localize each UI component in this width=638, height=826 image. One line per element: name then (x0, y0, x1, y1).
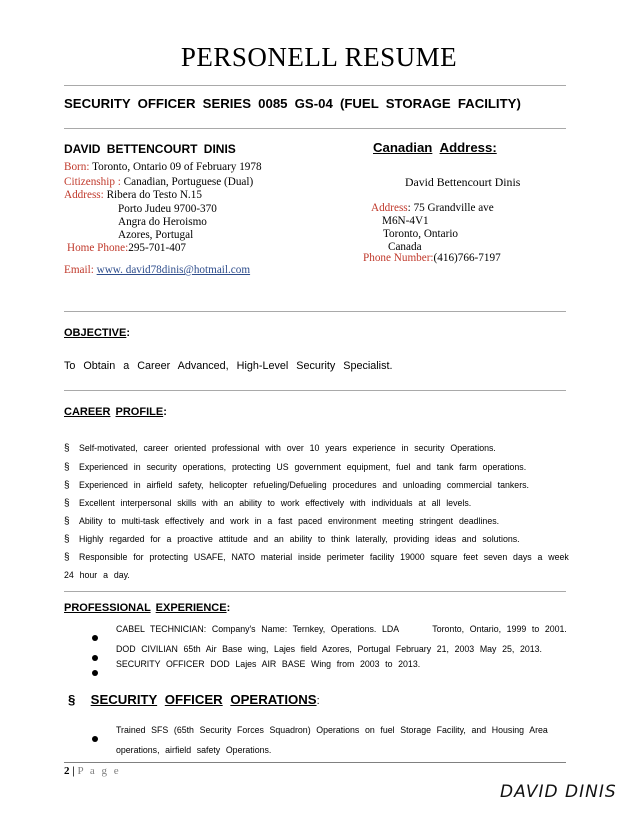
address-line-3: Angra do Heroismo (118, 216, 207, 228)
canadian-address-value: : 75 Grandville ave (407, 202, 494, 214)
email-line (64, 264, 250, 277)
list-item (64, 516, 499, 527)
canadian-country: Canada (388, 241, 422, 253)
divider (64, 85, 566, 86)
bullet-icon: § (64, 498, 70, 509)
list-item-text: Excellent interpersonal skills with an ability to work effectively with individuals at all levels. (79, 498, 472, 508)
address-line (64, 189, 202, 202)
bullet-dot-icon (92, 628, 98, 646)
canadian-phone-value: (416)766-7197 (433, 252, 501, 264)
career-profile-colon: : (163, 406, 167, 418)
bullet-icon: § (64, 516, 70, 527)
canadian-address-line (371, 202, 494, 215)
email-label: Email: (64, 264, 94, 276)
officer-word: OFFICER (164, 692, 223, 707)
address-label: Address: (64, 189, 104, 201)
page-separator: | (72, 765, 75, 777)
page-label: P a g e (77, 765, 121, 777)
list-item-continuation: 24 hour a day. (64, 570, 130, 580)
born-value: Toronto, Ontario 09 of February 1978 (92, 161, 262, 173)
security-word: SECURITY (90, 692, 158, 707)
email-link[interactable]: www. david78dinis@hotmail.com (96, 264, 251, 276)
divider (64, 311, 566, 312)
address-line-4: Azores, Portugal (118, 229, 194, 241)
address-line-2: Porto Judeu 9700-370 (118, 203, 217, 215)
bullet-dot-icon (92, 663, 98, 681)
list-item-text: Experienced in security operations, protecting US government equipment, fuel and tank farm operations. (79, 462, 527, 472)
bullet-icon: § (64, 480, 70, 491)
home-phone-value: 295-701-407 (128, 242, 187, 254)
home-phone-label: Home Phone: (67, 242, 129, 254)
operations-word: OPERATIONS (230, 692, 317, 707)
list-item: DOD CIVILIAN 65th Air Base wing, Lajes field Azores, Portugal February 21, 2003 May 25, 2013. (116, 644, 542, 654)
born-line (64, 161, 262, 174)
footer-divider (64, 762, 566, 763)
list-item-text: Highly regarded for a proactive attitude and an ability to think laterally, providing ideas and solutions. (79, 534, 520, 544)
experience-word: EXPERIENCE (155, 602, 227, 614)
list-item: Trained SFS (65th Security Forces Squadron) Operations on fuel Storage Facility, and Housing Area (116, 725, 548, 735)
list-item-text: Responsible for protecting USAFE, NATO material inside perimeter facility 19000 square feet seven days a week (79, 552, 569, 562)
list-item-text: Ability to multi-task effectively and work in a fast paced environment meeting stringent deadlines. (79, 516, 500, 526)
list-item (64, 462, 526, 473)
list-item: CABEL TECHNICIAN: Company's Name: Ternkey, Operations. LDA Toronto, Ontario, 1999 to 2001. (116, 624, 567, 634)
list-item-text: Experienced in airfield safety, helicopter refueling/Defueling procedures and unloading commercial tankers. (79, 480, 529, 490)
professional-word: PROFESSIONAL (64, 602, 151, 614)
canadian-name: David Bettencourt Dinis (405, 175, 521, 189)
page-number: 2 (64, 765, 70, 777)
divider (64, 128, 566, 129)
security-ops-colon: : (316, 695, 320, 707)
page-title: PERSONELL RESUME (180, 42, 458, 72)
citizenship-label: Citizenship : (64, 176, 121, 188)
bullet-icon: § (64, 462, 70, 473)
bullet-icon: § (64, 534, 70, 545)
address-line-1: Ribera do Testo N.15 (106, 189, 202, 201)
career-profile-heading (64, 406, 167, 418)
bullet-icon: § (64, 552, 70, 563)
born-label: Born: (64, 161, 90, 173)
bullet-dot-icon (92, 729, 98, 747)
profile-word: PROFILE (115, 406, 164, 418)
citizenship-value: Canadian, Portuguese (Dual) (123, 176, 254, 188)
applicant-name: DAVID BETTENCOURT DINIS (64, 142, 236, 156)
career-word: CAREER (64, 406, 111, 418)
canadian-phone-label: Phone Number: (363, 252, 434, 264)
address-word: Address: (439, 140, 497, 155)
citizenship-line (64, 176, 253, 189)
position-subtitle: SECURITY OFFICER SERIES 0085 GS-04 (FUEL STORAGE FACILITY) (64, 96, 521, 111)
experience-colon: : (226, 602, 231, 614)
objective-heading-text: OBJECTIVE (64, 327, 127, 339)
list-item: SECURITY OFFICER DOD Lajes AIR BASE Wing from 2003 to 2013. (116, 659, 421, 669)
objective-colon: : (126, 327, 131, 339)
experience-heading (64, 602, 230, 614)
signature: DAVID DINIS (500, 782, 617, 802)
list-item (64, 552, 569, 563)
canadian-address-heading (373, 140, 497, 155)
divider (64, 591, 566, 592)
canadian-word: Canadian (373, 140, 433, 155)
page-footer (64, 765, 121, 777)
list-item (64, 443, 496, 454)
canadian-phone-line (363, 252, 501, 265)
list-item (64, 534, 520, 545)
list-item-continuation: operations, airfield safety Operations. (116, 745, 272, 755)
list-item (64, 480, 529, 491)
divider (64, 390, 566, 391)
home-phone-line (67, 242, 186, 255)
objective-heading (64, 327, 130, 339)
canadian-postal: M6N-4V1 (382, 215, 429, 227)
canadian-address-label: Address (371, 202, 408, 214)
list-item (64, 498, 471, 509)
section-symbol-icon: § (68, 692, 76, 707)
list-item-text: Self-motivated, career oriented professional with over 10 years experience in security Operations. (79, 443, 496, 453)
canadian-city: Toronto, Ontario (383, 228, 459, 240)
objective-text: To Obtain a Career Advanced, High-Level Security Specialist. (64, 360, 393, 372)
security-ops-heading (68, 692, 320, 707)
bullet-icon: § (64, 443, 70, 454)
